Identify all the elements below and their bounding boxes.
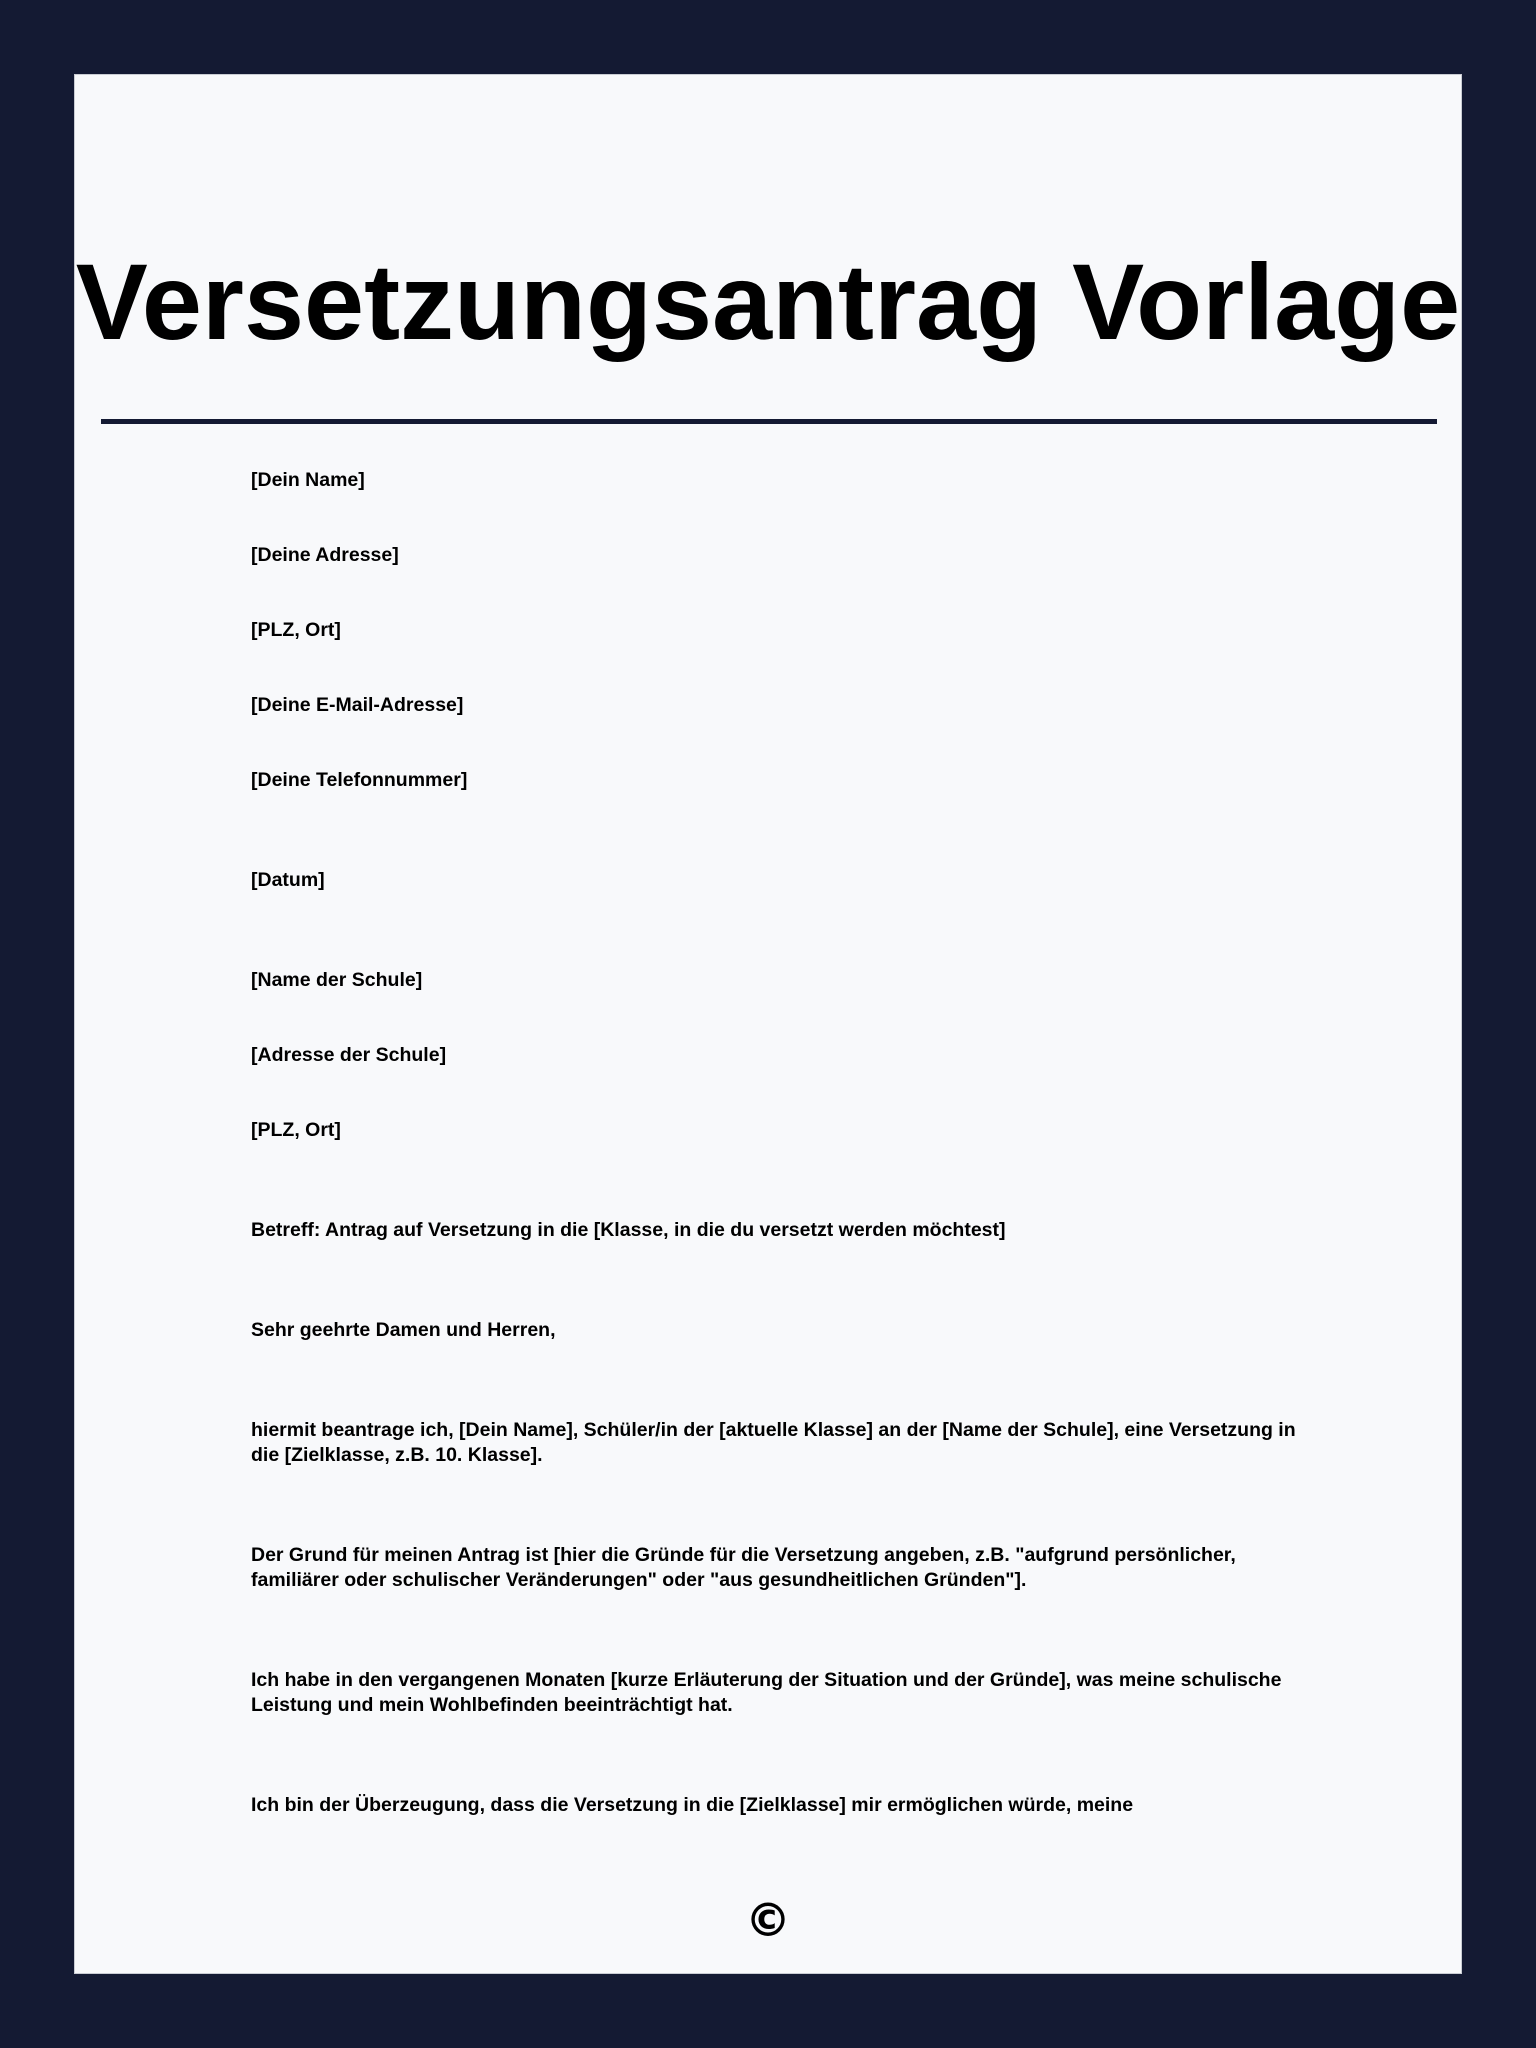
sender-email: [Deine E-Mail-Adresse] xyxy=(251,694,464,716)
sender-phone: [Deine Telefonnummer] xyxy=(251,769,468,791)
recipient-school-name: [Name der Schule] xyxy=(251,969,423,991)
letter-salutation: Sehr geehrte Damen und Herren, xyxy=(251,1319,556,1341)
sender-address: [Deine Adresse] xyxy=(251,544,399,566)
recipient-zip-city: [PLZ, Ort] xyxy=(251,1119,341,1141)
letter-date: [Datum] xyxy=(251,869,325,891)
sender-zip-city: [PLZ, Ort] xyxy=(251,619,341,641)
letter-paragraph: hiermit beantrage ich, [Dein Name], Schüler/in der [aktuelle Klasse] an der [Name der Schule], eine Versetzung in die [Zielklasse, z.B. 10. Klasse]. xyxy=(251,1419,1296,1466)
letter-paragraph: Der Grund für meinen Antrag ist [hier die Gründe für die Versetzung angeben, z.B. "aufgrund persönlicher, familiärer oder schulischer Veränderungen" oder "aus gesundheitlichen Gründen"]. xyxy=(251,1544,1236,1591)
document-page xyxy=(74,74,1462,1974)
letter-paragraph: Ich bin der Überzeugung, dass die Versetzung in die [Zielklasse] mir ermöglichen würde, meine xyxy=(251,1794,1134,1816)
recipient-school-address: [Adresse der Schule] xyxy=(251,1044,447,1066)
letter-paragraph: Ich habe in den vergangenen Monaten [kurze Erläuterung der Situation und der Gründe], was meine schulische Leistung und mein Wohlbefinden beeinträchtigt hat. xyxy=(251,1669,1282,1716)
title-divider xyxy=(101,419,1437,424)
copyright-symbol: © xyxy=(745,1893,791,1947)
sender-name: [Dein Name] xyxy=(251,469,365,491)
document-title: Versetzungsantrag Vorlage xyxy=(75,241,1461,362)
letter-subject: Betreff: Antrag auf Versetzung in die [Klasse, in die du versetzt werden möchtest] xyxy=(251,1219,1006,1241)
